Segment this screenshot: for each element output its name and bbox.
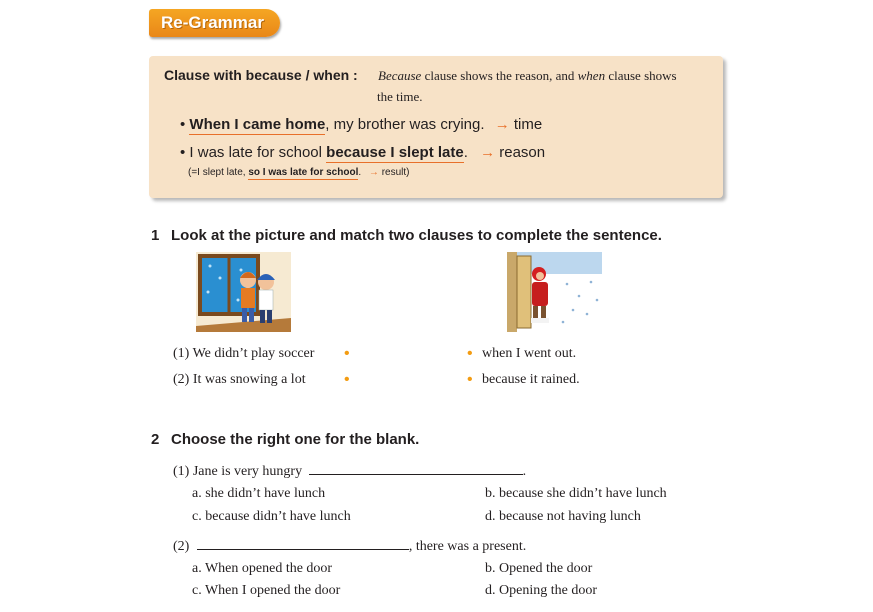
section-tab: Re-Grammar: [149, 9, 280, 37]
q1-right-2: because it rained.: [482, 372, 580, 387]
q2-instruction: Choose the right one for the blank.: [171, 431, 420, 448]
match-dot-left-1[interactable]: •: [344, 345, 350, 362]
q1-number: 1: [151, 227, 160, 244]
example-because: • I was late for school because I slept late. → reason: [180, 144, 546, 161]
picture-snowy-door: [507, 252, 602, 332]
picture-rainy-window: [196, 252, 291, 332]
match-dot-right-1[interactable]: •: [467, 345, 473, 362]
q1-instruction: Look at the picture and match two clauses to complete the sentence.: [171, 227, 662, 244]
q2-item1-option-a[interactable]: a. she didn’t have lunch: [192, 486, 326, 501]
match-dot-right-2[interactable]: •: [467, 371, 473, 388]
q1-left-1: (1) We didn’t play soccer: [173, 346, 315, 361]
example-so: (=I slept late, so I was late for school. → result): [188, 167, 410, 178]
q2-item1-blank[interactable]: [309, 460, 523, 475]
grammar-description: Because clause shows the reason, and when clause shows: [378, 68, 677, 83]
q2-item2-blank[interactable]: [197, 535, 409, 550]
q2-item1-option-d[interactable]: d. because not having lunch: [485, 509, 641, 524]
q2-item1-stem: (1) Jane is very hungry .: [173, 460, 526, 480]
grammar-title: Clause with because / when :: [164, 67, 358, 83]
q2-item2-stem: (2) , there was a present.: [173, 535, 526, 555]
q2-item1-option-c[interactable]: c. because didn’t have lunch: [192, 509, 351, 524]
q2-item1-option-b[interactable]: b. because she didn’t have lunch: [485, 486, 667, 501]
match-dot-left-2[interactable]: •: [344, 371, 350, 388]
q1-right-1: when I went out.: [482, 346, 577, 361]
q1-left-2: (2) It was snowing a lot: [173, 372, 306, 387]
q2-number: 2: [151, 431, 160, 448]
q2-item2-option-c[interactable]: c. When I opened the door: [192, 583, 341, 598]
q2-item2-option-b[interactable]: b. Opened the door: [485, 561, 593, 576]
grammar-description-line2: the time.: [377, 89, 423, 104]
q2-item2-option-d[interactable]: d. Opening the door: [485, 583, 597, 598]
example-when: • When I came home, my brother was crying. → time: [180, 116, 543, 133]
q2-item2-option-a[interactable]: a. When opened the door: [192, 561, 333, 576]
